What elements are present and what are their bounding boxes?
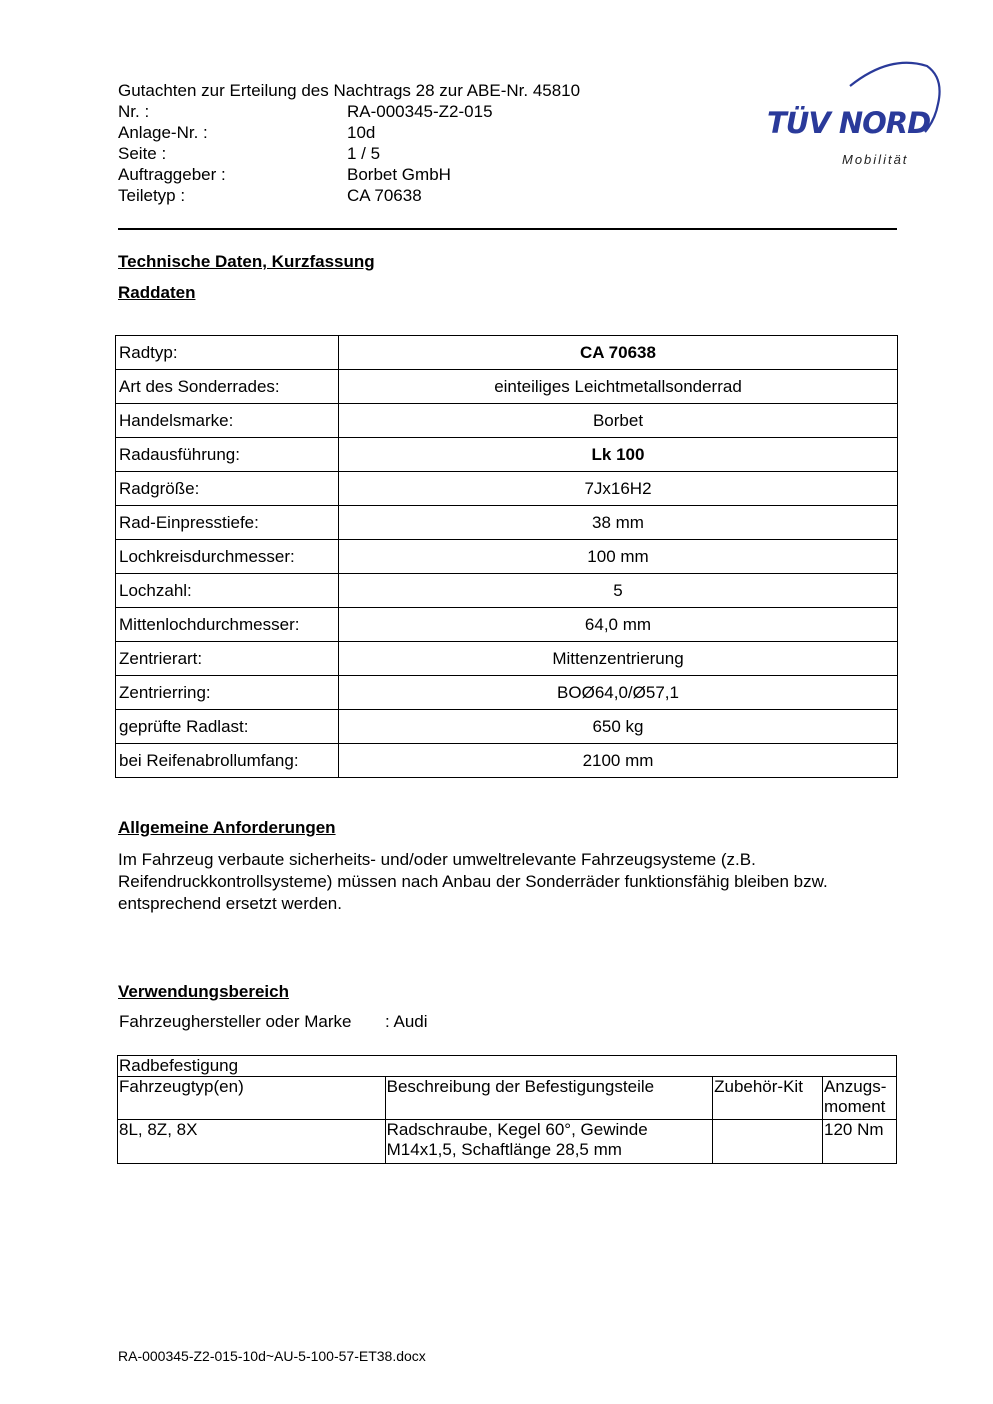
- logo-brand: TÜV NORD: [767, 106, 931, 140]
- row-value: Lk 100: [339, 438, 898, 472]
- meta-row-anlage: [118, 122, 678, 143]
- meta-value: Borbet GmbH: [347, 165, 451, 184]
- table-row: [116, 642, 898, 676]
- meta-label: Anlage-Nr. :: [118, 123, 208, 142]
- row-value: 38 mm: [339, 506, 898, 540]
- manufacturer-value: : Audi: [385, 1012, 428, 1031]
- document-header: [118, 80, 678, 206]
- table-row: [118, 1120, 897, 1164]
- meta-value: RA-000345-Z2-015: [347, 102, 493, 121]
- subsection-title: Raddaten: [118, 283, 196, 302]
- row-label: Zentrierart:: [116, 642, 339, 676]
- section-title: Technische Daten, Kurzfassung: [118, 252, 375, 271]
- row-label: Radausführung:: [116, 438, 339, 472]
- meta-label: Teiletyp :: [118, 186, 186, 205]
- table-row: [116, 676, 898, 710]
- row-label: Radtyp:: [116, 336, 339, 370]
- row-value: einteiliges Leichtmetallsonderrad: [339, 370, 898, 404]
- requirements-text: Im Fahrzeug verbaute sicherheits- und/oder umweltrelevante Fahrzeugsysteme (z.B. Reifendruckkontrollsysteme) müssen nach Anbau der Sonderräder funktionsfähig bleiben bzw. entsprechend ersetzt werden.: [118, 850, 828, 913]
- meta-row-auftraggeber: [118, 164, 678, 185]
- mounting-table: [117, 1055, 897, 1164]
- tuv-nord-logo: [762, 56, 942, 172]
- table-row: [116, 608, 898, 642]
- table-title: Radbefestigung: [118, 1056, 897, 1077]
- meta-row-teiletyp: [118, 185, 678, 206]
- column-header: Fahrzeugtyp(en): [118, 1077, 386, 1120]
- row-value: 64,0 mm: [339, 608, 898, 642]
- meta-row-seite: [118, 143, 678, 164]
- document-title: Gutachten zur Erteilung des Nachtrags 28 zur ABE-Nr. 45810: [118, 81, 581, 100]
- row-value: CA 70638: [339, 336, 898, 370]
- table-row: [116, 472, 898, 506]
- meta-row-nr: [118, 101, 678, 122]
- row-label: Mittenlochdurchmesser:: [116, 608, 339, 642]
- row-label: geprüfte Radlast:: [116, 710, 339, 744]
- table-cell: Radschraube, Kegel 60°, Gewinde M14x1,5, Schaftlänge 28,5 mm: [385, 1120, 712, 1164]
- table-cell: [713, 1120, 823, 1164]
- row-label: Lochkreisdurchmesser:: [116, 540, 339, 574]
- logo-subtitle: Mobilität: [842, 152, 909, 167]
- row-label: Art des Sonderrades:: [116, 370, 339, 404]
- table-row: [116, 506, 898, 540]
- table-row: [116, 744, 898, 778]
- table-row: [116, 370, 898, 404]
- header-divider: [118, 228, 897, 230]
- requirements-title: Allgemeine Anforderungen: [118, 818, 336, 837]
- table-row: [116, 540, 898, 574]
- table-row: [116, 404, 898, 438]
- row-value: 7Jx16H2: [339, 472, 898, 506]
- row-label: Lochzahl:: [116, 574, 339, 608]
- column-header: Beschreibung der Befestigungsteile: [385, 1077, 712, 1120]
- row-label: bei Reifenabrollumfang:: [116, 744, 339, 778]
- wheel-data-table: [115, 335, 898, 778]
- usage-title: Verwendungsbereich: [118, 982, 289, 1001]
- table-cell: 120 Nm: [823, 1120, 897, 1164]
- row-value: 650 kg: [339, 710, 898, 744]
- column-header: Zubehör-Kit: [713, 1077, 823, 1120]
- table-row: [116, 574, 898, 608]
- row-value: Mittenzentrierung: [339, 642, 898, 676]
- row-value: Borbet: [339, 404, 898, 438]
- row-label: Radgröße:: [116, 472, 339, 506]
- row-value: BOØ64,0/Ø57,1: [339, 676, 898, 710]
- table-row: [116, 438, 898, 472]
- table-title-row: [118, 1056, 897, 1077]
- row-value: 5: [339, 574, 898, 608]
- meta-value: 1 / 5: [347, 144, 381, 163]
- table-header-row: [118, 1077, 897, 1120]
- row-value: 2100 mm: [339, 744, 898, 778]
- meta-label: Nr. :: [118, 102, 150, 121]
- row-label: Handelsmarke:: [116, 404, 339, 438]
- column-header: Anzugs-moment: [823, 1077, 897, 1120]
- row-label: Zentrierring:: [116, 676, 339, 710]
- table-row: [116, 710, 898, 744]
- table-cell: 8L, 8Z, 8X: [118, 1120, 386, 1164]
- manufacturer-label: Fahrzeughersteller oder Marke: [119, 1012, 352, 1031]
- meta-value: 10d: [347, 123, 376, 142]
- footer-filename: RA-000345-Z2-015-10d~AU-5-100-57-ET38.docx: [118, 1348, 426, 1364]
- manufacturer-line: [119, 1012, 428, 1032]
- meta-label: Seite :: [118, 144, 167, 163]
- row-label: Rad-Einpresstiefe:: [116, 506, 339, 540]
- meta-label: Auftraggeber :: [118, 165, 226, 184]
- meta-value: CA 70638: [347, 186, 422, 205]
- table-row: [116, 336, 898, 370]
- row-value: 100 mm: [339, 540, 898, 574]
